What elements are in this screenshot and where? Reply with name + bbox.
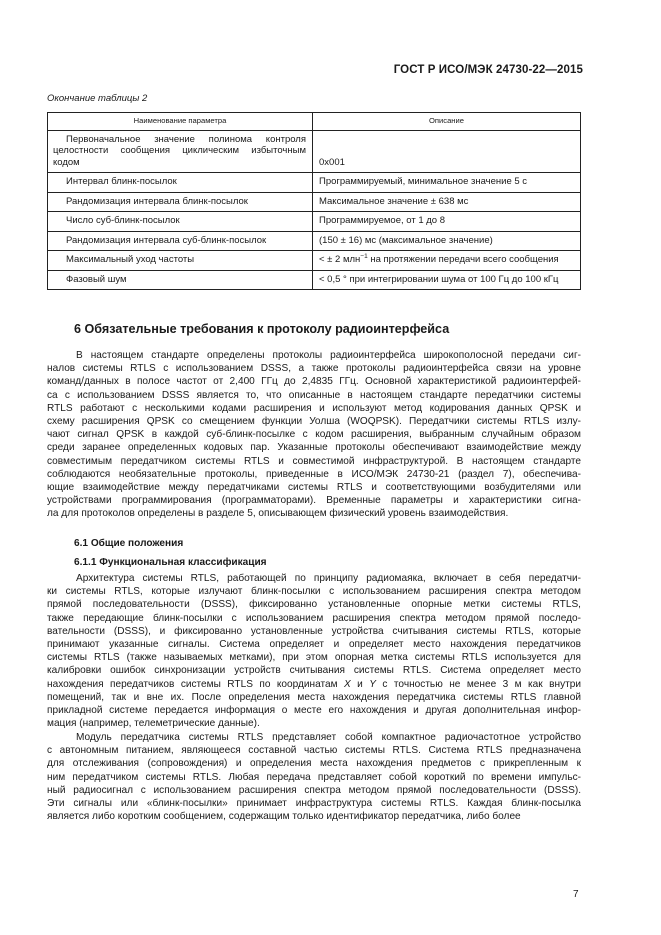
section-title: 6 Обязательные требования к протоколу радиоинтерфейса (74, 322, 450, 336)
text-line: вательности (DSSS), и фиксированно установленные устройства считывания системы RTLS, которые (47, 625, 581, 637)
text-line: соблюдаются необязательные протоколы, приведенные в ИСО/МЭК 24730-21 (раздел 7), обеспечива- (47, 468, 581, 480)
text-line: системы RTLS (также называемых метками), при этом опорная метка системы RTLS используется для (47, 652, 581, 664)
text-line: В настоящем стандарте определены протоколы радиоинтерфейса широкополосной передачи сиг- (76, 350, 581, 361)
text-line: са с использованием DSSS является то, что описанные в настоящем стандарте передатчики системы (47, 389, 581, 401)
text-line: с автономным питанием, являющееся составной частью системы RTLS. Система RTLS предназначена (47, 745, 581, 757)
param-description: (150 ± 16) мс (максимальное значение) (313, 231, 581, 251)
coordinate-x: X (344, 678, 351, 690)
table-row (48, 192, 581, 212)
text-line: совместимым передатчиком системы RTLS и совместимой инфраструктурой. В настоящем стандарте (47, 455, 581, 467)
column-header-description: Описание (313, 113, 581, 131)
param-name: Первоначальное значение полинома контроля целостности сообщения циклическим избыточным кодом (48, 130, 313, 173)
text-line: калибровки ошибок синхронизации устройств считывания системы RTLS. Система определяет место (47, 665, 581, 677)
param-description (313, 251, 581, 271)
param-name: Число суб-блинк-посылок (48, 212, 313, 232)
param-description: Максимальное значение ± 638 мс (313, 192, 581, 212)
param-description: Программируемое, от 1 до 8 (313, 212, 581, 232)
desc-prefix: < ± 2 млн (319, 254, 361, 265)
transmitter-paragraph (47, 731, 581, 823)
table-row (48, 251, 581, 271)
text-line: Архитектура системы RTLS, работающей по принципу радиомаяка, включает в себя передатчи- (76, 573, 581, 584)
table-row (48, 130, 581, 173)
text-line: для отслеживания (сопровождения) и определения места нахождения предметов с прикрепленным к (47, 758, 581, 770)
param-name: Интервал блинк-посылок (48, 173, 313, 193)
table-header-row (48, 113, 581, 131)
coordinate-y: Y (369, 678, 376, 690)
text-line: ки системы RTLS, которые излучают блинк-посылки с использованием расширения спектра методом (47, 586, 581, 598)
table-row (48, 212, 581, 232)
subsection-title: 6.1 Общие положения (74, 538, 184, 549)
text-line: среди заранее определенных кодовых пар. Указанные протоколы обеспечивают взаимодействие между (47, 442, 581, 454)
text-line: является либо коротким сообщением, содержащим только идентификатор передатчика, либо более (47, 811, 521, 823)
text-line: устройствами программирования (программаторами). Временные параметры и характеристики сигна- (47, 495, 581, 507)
subsubsection-title: 6.1.1 Функциональная классификация (74, 557, 267, 568)
param-name: Максимальный уход частоты (48, 251, 313, 271)
column-header-parameter: Наименование параметра (48, 113, 313, 131)
param-description (313, 270, 581, 290)
text-line: ла для протоколов определены в разделе 5, описывающем физический уровень взаимодействия. (47, 508, 509, 520)
text-line: помещений, так и вне их. После определения места нахождения передатчика системы RTLS главной (47, 691, 581, 703)
page-number: 7 (573, 889, 579, 900)
table-row (48, 173, 581, 193)
text-line: ющие взаимодействие между передатчиками системы RTLS и соответствующими возбудителями или (47, 482, 581, 494)
text-line: прикладной системе передается информация о месте его нахождения и другая дополнительная инфор- (47, 705, 581, 717)
text-line: RTLS работают с несколькими кодами расширения и используют метод кодирования данных QPSK и (47, 402, 581, 414)
desc-prefix: < 0,5 ° (319, 273, 347, 285)
text-line: Модуль передатчика системы RTLS представляет собой компактное радиочастотное устройство (76, 732, 581, 743)
param-name: Рандомизация интервала блинк-посылок (48, 192, 313, 212)
text-line: ный радиосигнал с использованием расширения спектра методом прямой последовательности (DSSS). (47, 784, 581, 796)
text-line: чают сигнал QPSK в каждой суб-блинк-посылке с кодом расширения, выбранным случайным образом (47, 429, 581, 441)
desc-suffix: на протяжении передачи всего сообщения (367, 254, 559, 265)
desc-suffix: при интегрировании шума от 100 Гц до 100 кГц (346, 273, 559, 285)
text-line: мация (например, телеметрические данные). (47, 718, 260, 730)
text-line: схему расширения QPSK со смещением функции Уолша (WOQPSK). Передатчики системы RTLS излу- (47, 416, 581, 428)
table-row (48, 231, 581, 251)
parameters-table (47, 112, 581, 290)
text-line: прямой последовательности (DSSS), фиксированно установленные опорные метки системы RTLS, (47, 599, 581, 611)
table-caption: Окончание таблицы 2 (47, 93, 148, 104)
text-line: также передающие блинк-посылки с использованием расширения спектра методом прямой последо- (47, 612, 581, 624)
param-description: 0x001 (313, 130, 581, 173)
document-header: ГОСТ Р ИСО/МЭК 24730-22—2015 (393, 64, 583, 76)
classification-paragraph (47, 572, 581, 730)
table-row (48, 270, 581, 290)
text-line: команд/данных в полосе частот от 2,400 ГГц до 2,4835 ГГц. Основной характеристикой радиоинтерфей- (47, 376, 581, 388)
section-paragraph (47, 349, 581, 521)
text-line: налов системы RTLS с использованием DSSS, а также протоколы радиоинтерфейса связи на уровне (47, 363, 581, 375)
param-name: Фазовый шум (48, 270, 313, 290)
text-line: нахождения передатчиков системы RTLS по координатам X и Y с точностью не менее 3 м как внутри (47, 678, 582, 690)
param-description: Программируемый, минимальное значение 5 с (313, 173, 581, 193)
text-line: ним передатчиком системы RTLS. Любая передача представляет собой короткий по времени импульс- (47, 771, 581, 783)
text-line: принимают указанные сигналы. Система определяет и определяет место нахождения передатчиков (47, 639, 581, 651)
param-name: Рандомизация интервала суб-блинк-посылок (48, 231, 313, 251)
desc-superscript: −1 (360, 252, 368, 260)
text-line: Эти сигналы или «блинк-посылки» принимает инфраструктура системы RTLS. Каждая блинк-посылка (47, 798, 581, 810)
